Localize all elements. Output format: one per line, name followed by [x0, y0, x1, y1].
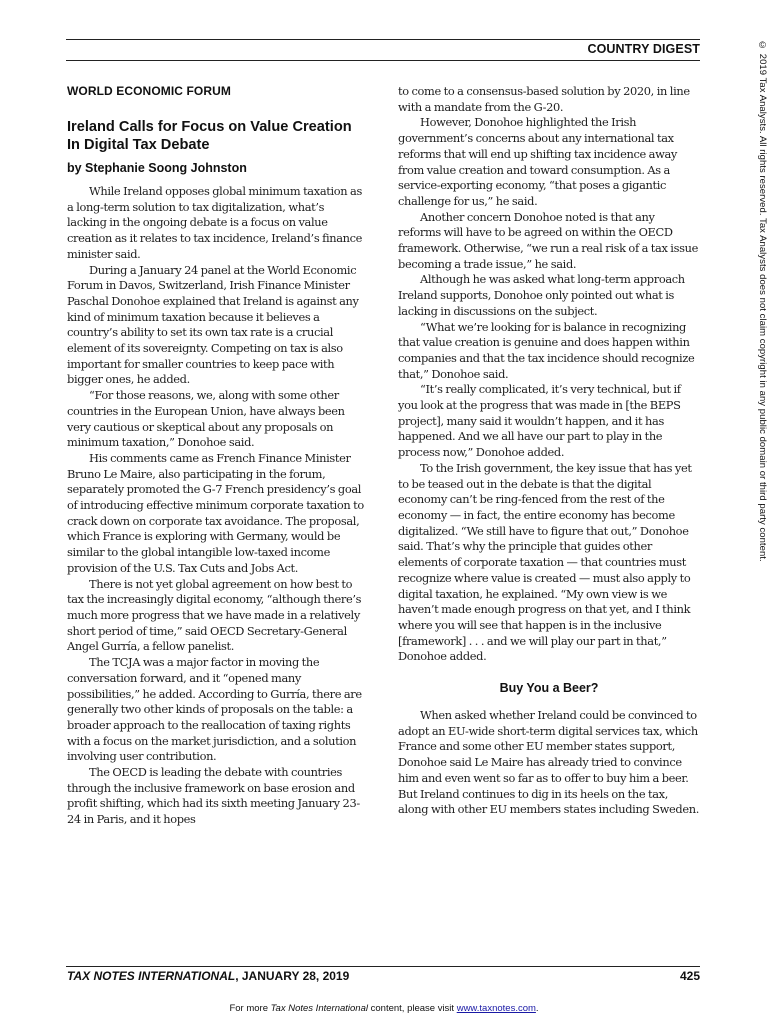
article-byline: by Stephanie Soong Johnston: [67, 161, 247, 175]
section-subhead: Buy You a Beer?: [499, 681, 599, 696]
paragraph: While Ireland opposes global minimum taxation as a long-term solution to tax digitalization, what’s lacking in the ongoing debate is a focus on value creation as it relates to tax incidence, Ireland’s finance minister said.: [67, 184, 363, 261]
paragraph: His comments came as French Finance Minister Bruno Le Maire, also participating in the forum, separately promoted the G-7 French presidency’s goal of introducing effective minimum corporate taxation to crack down on corporate tax avoidance. The proposal, which France is exploring with Germany, would be similar to the global intangible low-taxed income provision of the U.S. Tax Cuts and Jobs Act.: [67, 450, 364, 575]
copyright-side-note: © 2019 Tax Analysts. All rights reserved. Tax Analysts does not claim copyright in any public domain or third party content.: [757, 40, 768, 562]
right-column: [398, 84, 700, 818]
footer-rule: [66, 966, 700, 967]
right-body: [398, 84, 700, 665]
article-kicker: WORLD ECONOMIC FORUM: [67, 84, 231, 98]
page-number: 425: [679, 969, 700, 983]
header-rule-lower: [66, 60, 700, 61]
paragraph: To the Irish government, the key issue that has yet to be teased out in the debate is that the digital economy can’t be ring-fenced from the rest of the economy — in fact, the entire economy has become digitalized. “We still have to figure that out,” Donohoe said. That’s why the principle that guides other elements of corporate taxation — that countries must recognize where value is created — must also apply to digital taxation, he explained. “My own view is we haven’t made enough progress on that yet, and I think where you will see that happen is in the inclusive [framework] . . . and we will play our part in that,” Donohoe added.: [398, 460, 692, 664]
paragraph: “It’s really complicated, it’s very technical, but if you look at the progress that was made in [the BEPS project], many said it wouldn’t happen, and it has happened. And we all have our part to play in the process now,” Donohoe added.: [398, 382, 681, 460]
footer-publication-line: [67, 969, 349, 983]
paragraph: “What we’re looking for is balance in recognizing that value creation is genuine and does happen within companies and that the tax incidence should recognize that,” Donohoe said.: [398, 319, 695, 381]
paragraph-continued: to come to a consensus-based solution by 2020, in line with a mandate from the G-20.: [398, 84, 690, 114]
taxnotes-link[interactable]: www.taxnotes.com: [456, 1003, 536, 1014]
footer-date: , JANUARY 28, 2019: [235, 969, 350, 983]
paragraph: “For those reasons, we, along with some other countries in the European Union, have always been very cautious or skeptical about any proposals on minimum taxation,” Donohoe said.: [67, 388, 345, 450]
footer-publication: TAX NOTES INTERNATIONAL: [67, 969, 236, 983]
paragraph: Another concern Donohoe noted is that any reforms will have to be agreed on within the OECD framework. Otherwise, “we run a real risk of a tax issue becoming a trade issue,” he said.: [398, 209, 698, 271]
bottom-note-publication: Tax Notes International: [270, 1003, 368, 1014]
paragraph: The TCJA was a major factor in moving the conversation forward, and it “opened many possibilities,” he added. According to Gurría, there are generally two other kinds of proposals on the table: a broader approach to the reallocation of taxing rights with a focus on the market jurisdiction, and a solution involving user contribution.: [67, 655, 362, 764]
paragraph: There is not yet global agreement on how best to tax the increasingly digital economy, “although there’s much more progress that we have made in a relatively short period of time,” said OECD Secretary-General Angel Gurría, a fellow panelist.: [67, 576, 362, 654]
paragraph: The OECD is leading the debate with countries through the inclusive framework on base erosion and profit shifting, which had its sixth meeting January 23-24 in Paris, and it hopes: [67, 765, 360, 827]
left-body: [67, 184, 365, 828]
paragraph: However, Donohoe highlighted the Irish government’s concerns about any international tax reforms that will end up shifting tax incidence away from value creation and toward consumption. As a service-exporting economy, “that poses a gigantic challenge for us,” he said.: [398, 115, 678, 208]
bottom-note-middle: content, please visit: [367, 1003, 457, 1014]
header-rule: [66, 39, 700, 40]
paragraph: During a January 24 panel at the World Economic Forum in Davos, Switzerland, Irish Finance Minister Paschal Donohoe explained that Ireland is against any kind of minimum taxation because it believes a country’s ability to set its own tax rate is a crucial element of its sovereignty. Competing on tax is also important for smaller countries to keep pace with bigger ones, he added.: [67, 262, 359, 387]
bottom-note: [0, 1003, 768, 1014]
bottom-note-suffix: .: [535, 1003, 539, 1014]
section-label: COUNTRY DIGEST: [587, 42, 700, 56]
left-column: [67, 84, 365, 828]
article-headline: Ireland Calls for Focus on Value Creation In Digital Tax Debate: [67, 119, 352, 153]
paragraph: Although he was asked what long-term approach Ireland supports, Donohoe only pointed out what is lacking in discussions on the subject.: [398, 272, 685, 318]
paragraph: When asked whether Ireland could be convinced to adopt an EU-wide short-term digital services tax, which France and some other EU member states support, Donohoe said Le Maire has already tried to convince him and even went so far as to offer to buy him a beer. But Ireland continues to dig in its heels on the tax, along with other EU members states including Sweden.: [398, 708, 699, 817]
bottom-note-prefix: For more: [229, 1003, 271, 1014]
subhead-body: [398, 708, 700, 818]
